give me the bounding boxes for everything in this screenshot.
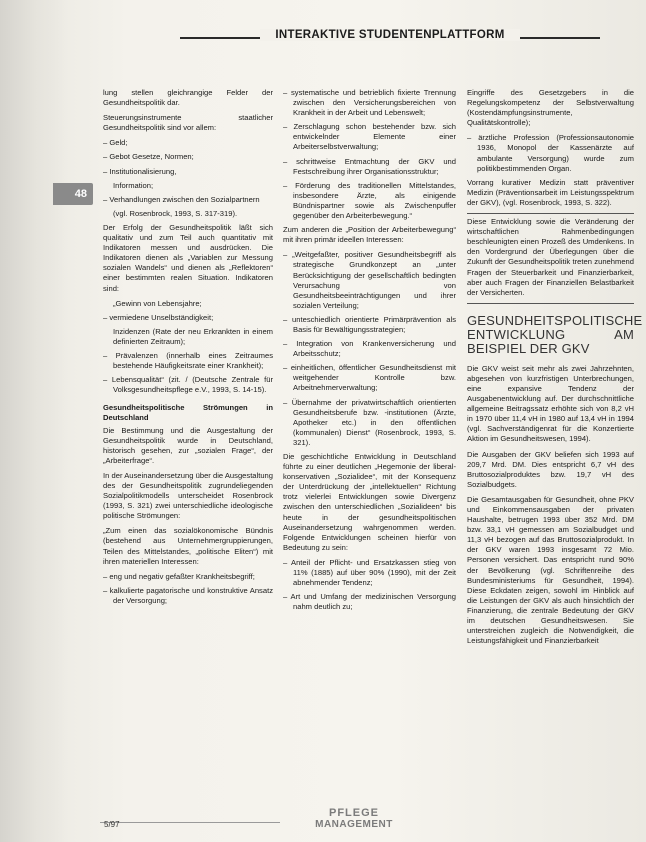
list-item: – Verhandlungen zwischen den Sozialpartnern xyxy=(103,194,260,204)
list-item: – Übernahme der privatwirtschaftlich orientierten Gesundheitsberufe bzw. -institutionen (Ärzte, Apotheker etc.) in den öffentlichen (kommunalen) Dienst“ (Rosenbrock, 1993, S. 321). xyxy=(283,397,456,447)
list-item: – ärztliche Profession (Professionsautonomie 1936, Monopol der Kassenärzte auf ambulante Versorgung) wurde zum politikbestimmenden Organ. xyxy=(467,133,634,173)
text-column-3 xyxy=(467,88,643,651)
paragraph: Vorrang kurativer Medizin statt präventiver Medizin (Präventionsarbeit im Leistungsspektrum der GKV), (vgl. Rosenbrock, 1993, S. 322). xyxy=(467,177,634,207)
page-tab-marker: 48 xyxy=(53,183,93,205)
list-item: – eng und negativ gefaßter Krankheitsbegriff; xyxy=(103,571,255,581)
list-item: – schrittweise Entmachtung der GKV und Festschreibung ihrer Organisationsstruktur; xyxy=(283,156,456,176)
paragraph: In der Auseinandersetzung über die Ausgestaltung des der Gesundheitspolitik zugrundeliegenden Sozialpolitikmodells unterscheidet Rosenbrock (1993, S. 321) zwei unterschiedliche ideologische politische Strömungen: xyxy=(103,470,273,521)
logo-line-2: MANAGEMENT xyxy=(315,819,393,830)
list-item: – Förderung des traditionellen Mittelstandes, insbesondere Ärzte, als einigende Bündnispartner sowie als Zwischenpuffer gegenüber den Arbeiterbewegung.“ xyxy=(283,180,456,221)
list-item: – Zerschlagung schon bestehender bzw. sich entwickelnder Elemente einer Arbeiterselbstverwaltung; xyxy=(283,122,456,152)
paragraph: Die Bestimmung und die Ausgestaltung der Gesundheitspolitik wurde in Deutschland, historisch gesehen, zur „sozialen Frage“, der „Arbeiterfrage“. xyxy=(103,425,273,465)
list-item: – unteschiedlich orientierte Primärprävention als Basis für Bewältigungsstrategien; xyxy=(283,314,456,334)
list-item: – kalkulierte pagatorische und konstruktive Ansatz der Versorgung; xyxy=(103,585,273,605)
list-item: „Gewinn von Lebensjahre; xyxy=(113,298,202,308)
list-item: Information; xyxy=(113,180,154,190)
paragraph: Eingriffe des Gesetzgebers in die Regelungskompetenz der Selbstverwaltung (Kostendämpfungsinstrumente, Qualitätskontrolle); xyxy=(467,88,634,128)
paragraph: Die Ausgaben der GKV beliefen sich 1993 auf 209,7 Mrd. DM. Dies entspricht 6,7 vH des Bruttosozialproduktes bzw. 19,7 vH des Sozialbudgets. xyxy=(467,449,634,489)
list-item: Inzidenzen (Rate der neu Erkrankten in einem definierten Zeitraum); xyxy=(113,326,273,346)
list-item: – Prävalenzen (innerhalb eines Zeitraumes bestehende Häufigkeitsrate einer Krankheit); xyxy=(103,350,273,371)
section-heading: GESUNDHEITSPOLITISCHE ENTWICKLUNG AM BEISPIEL DER GKV xyxy=(467,312,643,356)
list-item: – Anteil der Pflicht- und Ersatzkassen stieg von 11% (1885) auf über 90% (1990), mit der Zeit abnehmender Tendenz; xyxy=(283,557,456,588)
list-item: – Art und Umfang der medizinischen Versorgung nahm deutlich zu; xyxy=(283,592,456,612)
header-title: INTERAKTIVE STUDENTENPLATTFORM xyxy=(260,29,520,41)
paragraph: Zum anderen die „Position der Arbeiterbewegung“ mit ihren primär ideellen Interessen: xyxy=(283,225,456,245)
paragraph: lung stellen gleichrangige Felder der Gesundheitspolitik dar. xyxy=(103,88,273,108)
paragraph: Die geschichtliche Entwicklung in Deutschland führte zu einer deutlichen „Hegemonie der liberal-konservativen „Sozialidee“, mit der Konsequenz der Unterdrückung der „intellektuellen“ Richtung trotz vielerlei Entwicklungen sowie Divergenz zwischen den unterschiedlichen „Sozialideen“ bis heute in der gesundheitspolitischen Auseinandersetzung wahrgenommen werden. Folgende Entwicklungen scheinen hierfür von Bedeutung zu sein: xyxy=(283,452,456,552)
paragraph: Die GKV weist seit mehr als zwei Jahrzehnten, abgesehen von kurzfristigen Unterbrechungen, eine expansive Tendenz der Ausgabenentwicklung auf. Der durchschnittliche allgemeine Beitragssatz erhöhte sich von 8,2 vH in 1970 über 11,4 vH in 1980 auf 13,4 vH in 1994 (vgl. Sachverständigenrat für die Konzertierte Aktion im Gesundheitswesen, 1994). xyxy=(467,363,634,444)
list-item: – Gebot Gesetze, Normen; xyxy=(103,152,194,162)
list-item: – vermiedene Unselbständigkeit; xyxy=(103,312,214,322)
page-binding-shadow xyxy=(0,0,68,842)
list-item: – einheitlichen, öffentlicher Gesundheitsdienst mit weitgehender Kontrolle bzw. Arbeitnehmerverwaltung; xyxy=(283,363,456,393)
list-item: – „Weitgefaßter, positiver Gesundheitsbegriff als strategische Grundkonzept an „unter Berücksichtigung der gesellschaftlich bedingten Verursachung von Gesundheitsbeeinträchtigungen und ihrer sozialen Verteilung; xyxy=(283,250,456,310)
paragraph: Der Erfolg der Gesundheitspolitik läßt sich qualitativ und zum Teil auch quantitativ mit Indikatoren messen und ausdrücken. Die Indikatoren dienen als „Variablen zur Messung sozialen Wandels“ und dienen als „Reflektoren“ einer bestimmten realen Situation. Indikatoren sind: xyxy=(103,222,273,293)
paragraph: Die Gesamtausgaben für Gesundheit, ohne PKV und Einkommensausgaben der privaten Haushalte, betrugen 1993 über 352 Mrd. DM bzw. 33,1 vH gemessen am Sozialbudget und 11,3 vH bezogen auf das Bruttosozialprodukt. In der GKV waren 1993 insgesamt 72 Mio. Personen versichert. Das entspricht rund 90% der Bevölkerung (vgl. Schriftenreihe des Bundesministeriums für Gesundheit, 1994). Diese Eckdaten zeigen, sowohl im Hinblick auf die Leistungen der GKV als auch hinsichtlich der Finanzierung, die zentrale Bedeutung der GKV im deutschen Gesundheitswesen. Sie unterstreichen zugleich die Notwendigkeit, die Leistungsfähigkeit und Finanzierbarkeit xyxy=(467,494,634,646)
page-number: 5/97 xyxy=(104,820,120,829)
header-rule-right xyxy=(520,37,600,39)
list-item: – systematische und betrieblich fixierte Trennung zwischen den Versicherungsbereichen von Krankheit in der Arbeit und Lebenswelt; xyxy=(283,88,456,118)
text-column-2 xyxy=(283,88,456,616)
list-item: – Geld; xyxy=(103,138,128,148)
footer-rule xyxy=(100,822,280,823)
text-column-1 xyxy=(103,88,273,610)
list-item: – Lebensqualität“ (zit. / (Deutsche Zentrale für Volksgesundheitspflege e.V., 1993, S. 14-15). xyxy=(103,375,273,395)
paragraph: „Zum einen das sozialökonomische Bündnis (bestehend aus Unternehmergruppierungen, Teilen des Mittelstandes, „politische Eliten“) mit ihren materiellen Interessen: xyxy=(103,526,273,566)
summary-box xyxy=(467,213,634,304)
subheading: Gesundheitspolitische Strömungen in Deutschland xyxy=(103,403,273,423)
list-item: – Integration von Krankenversicherung und Arbeitsschutz; xyxy=(283,339,456,359)
logo-line-1: PFLEGE xyxy=(328,807,379,819)
paragraph: Steuerungsinstrumente staatlicher Gesundheitspolitik sind vor allem: xyxy=(103,113,273,133)
magazine-logo xyxy=(304,808,404,830)
header-rule-left xyxy=(180,37,260,39)
page-header xyxy=(180,28,600,48)
citation: (vgl. Rosenbrock, 1993, S. 317-319). xyxy=(113,208,238,218)
list-item: – Institutionalisierung, xyxy=(103,166,177,176)
paragraph: Diese Entwicklung sowie die Veränderung der wirtschaftlichen Rahmenbedingungen beschleunigten einen Prozeß des Umdenkens. In den Vordergrund der Überlegungen über die Zukunft der Gesundheitspolitik treten zunehmend Fragen der Steuerbarkeit und Finanzierbarkeit, aber auch Fragen der Finanziellen Belastbarkeit der Versicherten. xyxy=(467,217,634,297)
